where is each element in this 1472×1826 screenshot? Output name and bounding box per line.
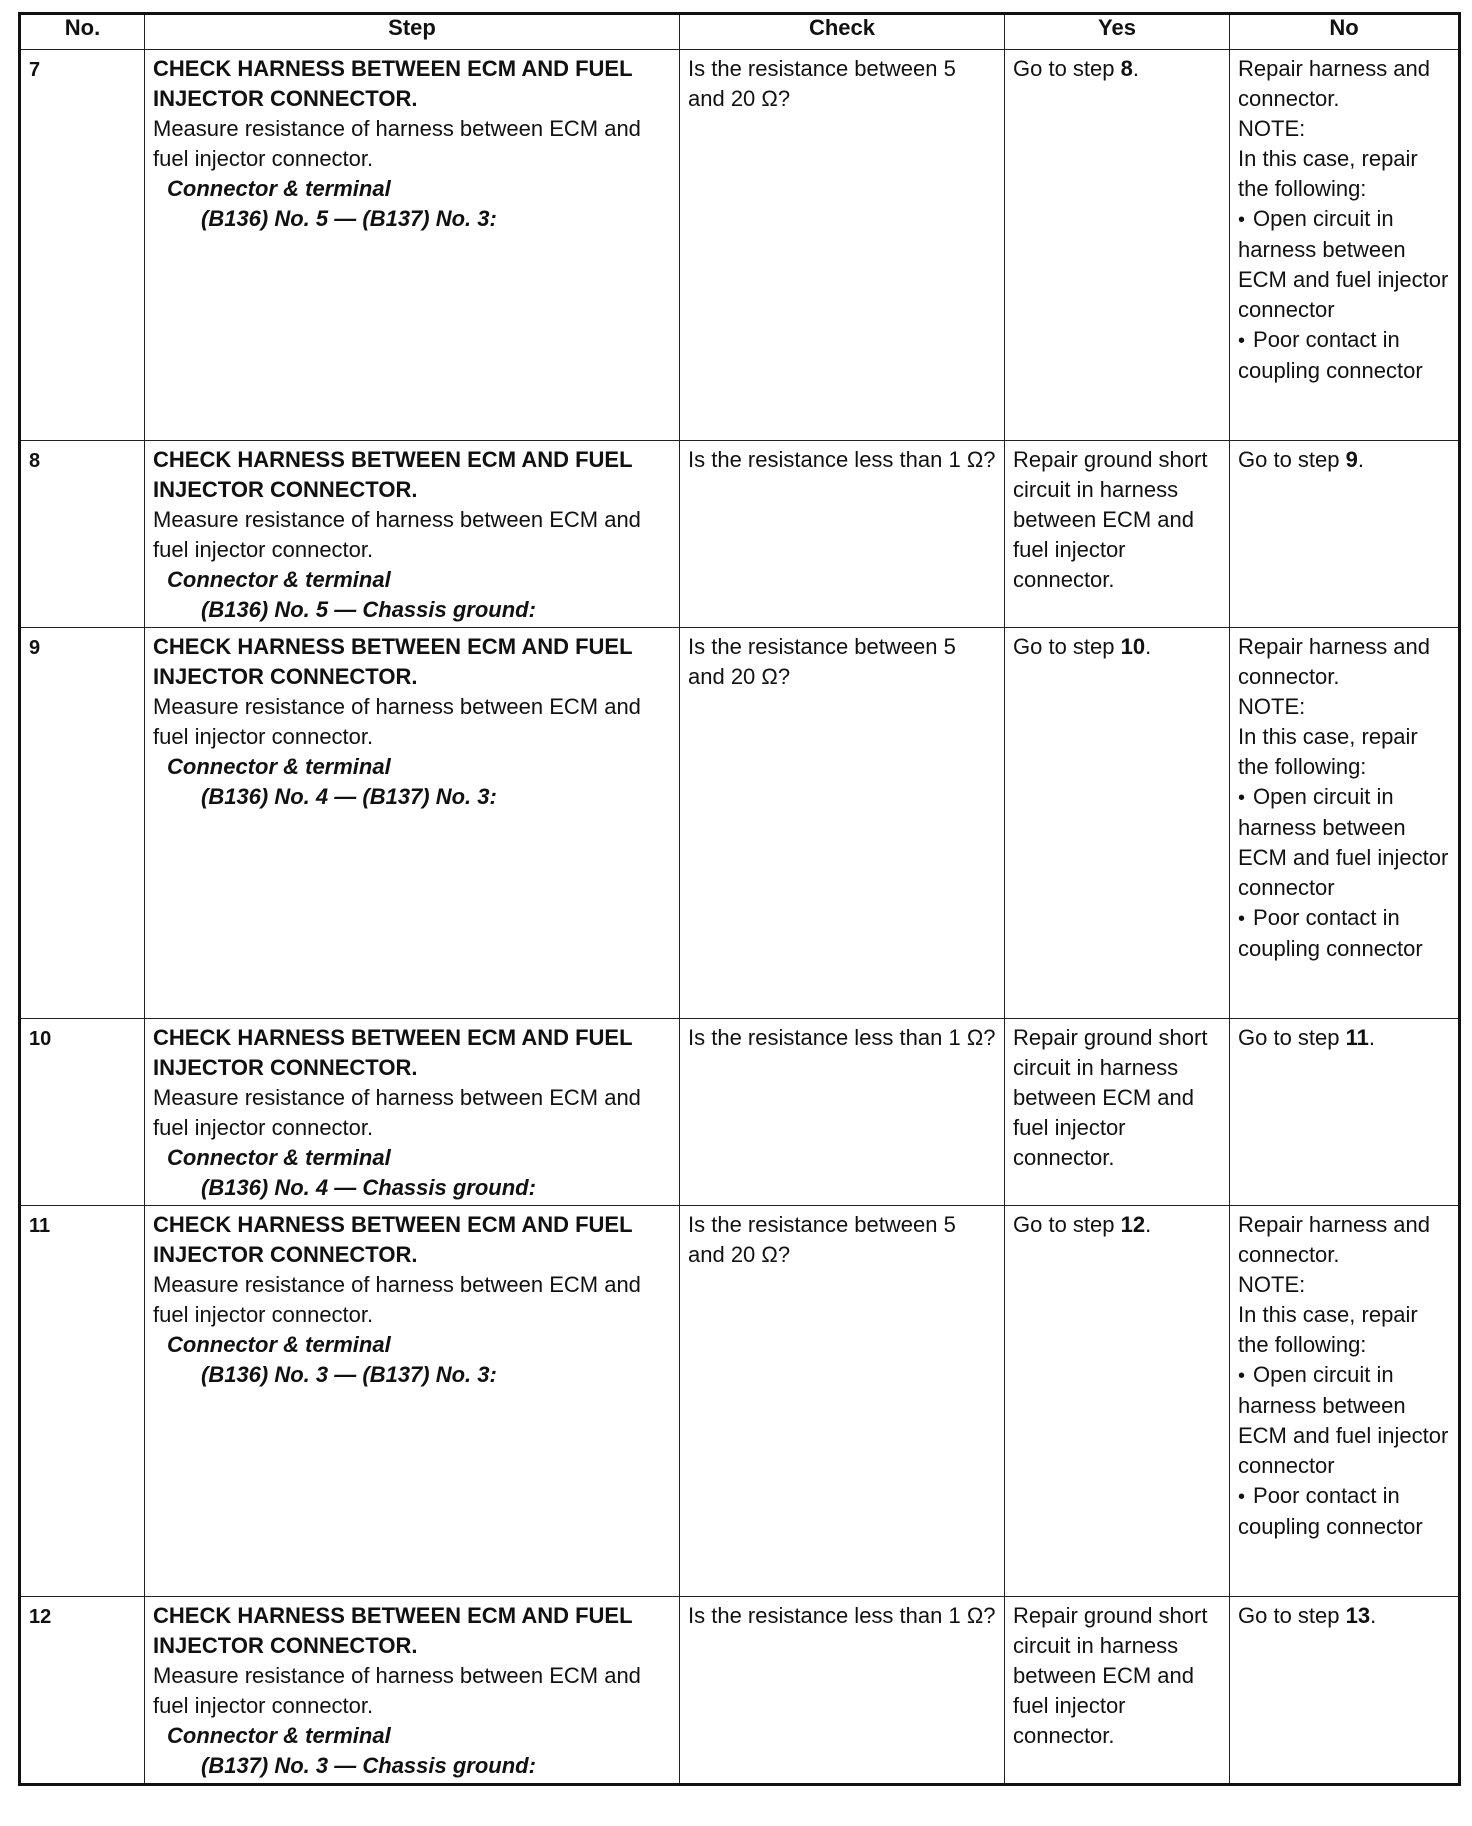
connector-terminals: (B136) No. 3 — (B137) No. 3: (201, 1362, 497, 1387)
yes-cell: Go to step 12. (1005, 1206, 1230, 1597)
step-description: Measure resistance of harness between ECM and fuel injector connector. (153, 116, 641, 171)
check-cell: Is the resistance between 5 and 20 Ω? (680, 50, 1005, 441)
check-cell: Is the resistance less than 1 Ω? (680, 1019, 1005, 1206)
no-action-line: Repair harness and connector. (1238, 1212, 1431, 1267)
connector-label: Connector & terminal (167, 1332, 391, 1357)
yes-cell: Repair ground short circuit in harness between ECM and fuel injector connector. (1005, 1597, 1230, 1785)
step-number-cell (20, 441, 145, 628)
step-description: Measure resistance of harness between ECM and fuel injector connector. (153, 1272, 641, 1327)
step-number-cell (20, 50, 145, 441)
table-row (20, 1019, 1460, 1206)
note-label: NOTE: (1238, 694, 1306, 719)
step-title: CHECK HARNESS BETWEEN ECM AND FUEL INJECTOR CONNECTOR. (153, 56, 633, 111)
no-step-ref: 11 (1345, 1025, 1369, 1050)
step-number: 7 (29, 59, 41, 81)
step-cell (145, 50, 680, 441)
table-row (20, 628, 1460, 1019)
connector-label: Connector & terminal (167, 1145, 391, 1170)
step-description: Measure resistance of harness between ECM and fuel injector connector. (153, 507, 641, 562)
yes-cell: Go to step 10. (1005, 628, 1230, 1019)
step-number: 12 (29, 1606, 52, 1628)
header-row (20, 14, 1460, 50)
step-cell (145, 628, 680, 1019)
step-number: 8 (29, 450, 41, 472)
note-bullet: • Poor contact in coupling connector (1238, 325, 1450, 386)
step-title: CHECK HARNESS BETWEEN ECM AND FUEL INJECTOR CONNECTOR. (153, 447, 633, 502)
diagnostic-page (18, 12, 1458, 1786)
connector-label: Connector & terminal (167, 1723, 391, 1748)
note-bullet: • Poor contact in coupling connector (1238, 1481, 1450, 1542)
yes-cell: Repair ground short circuit in harness between ECM and fuel injector connector. (1005, 1019, 1230, 1206)
header-no: No. (20, 14, 145, 50)
header-step: Step (145, 14, 680, 50)
no-cell: Go to step 9. (1230, 441, 1460, 628)
step-description: Measure resistance of harness between ECM and fuel injector connector. (153, 694, 641, 749)
check-cell: Is the resistance less than 1 Ω? (680, 1597, 1005, 1785)
yes-step-ref: 12 (1120, 1212, 1146, 1237)
diagnostic-table (18, 12, 1461, 1786)
note-bullet: • Open circuit in harness between ECM and fuel injector connector (1238, 204, 1450, 325)
no-action-text: Go to step (1238, 1603, 1340, 1628)
connector-terminals: (B137) No. 3 — Chassis ground: (201, 1753, 536, 1778)
table-row (20, 1597, 1460, 1785)
no-cell (1230, 628, 1460, 1019)
no-action-line: Repair harness and connector. (1238, 56, 1431, 111)
no-cell: Go to step 13. (1230, 1597, 1460, 1785)
check-cell: Is the resistance between 5 and 20 Ω? (680, 628, 1005, 1019)
step-number: 11 (29, 1215, 51, 1237)
table-row (20, 441, 1460, 628)
note-bullet: • Open circuit in harness between ECM and fuel injector connector (1238, 782, 1450, 903)
no-step-ref: 13 (1345, 1603, 1371, 1628)
yes-action-text: Go to step (1013, 1212, 1115, 1237)
no-action-text: Go to step (1238, 447, 1340, 472)
table-row (20, 1206, 1460, 1597)
check-cell: Is the resistance between 5 and 20 Ω? (680, 1206, 1005, 1597)
header-no-result: No (1230, 14, 1460, 50)
step-cell (145, 1597, 680, 1785)
note-bullet: • Poor contact in coupling connector (1238, 903, 1450, 964)
step-cell (145, 1206, 680, 1597)
step-title: CHECK HARNESS BETWEEN ECM AND FUEL INJECTOR CONNECTOR. (153, 1025, 633, 1080)
header-check: Check (680, 14, 1005, 50)
yes-action-text: Go to step (1013, 634, 1115, 659)
step-title: CHECK HARNESS BETWEEN ECM AND FUEL INJECTOR CONNECTOR. (153, 1603, 633, 1658)
check-cell: Is the resistance less than 1 Ω? (680, 441, 1005, 628)
note-label: NOTE: (1238, 1272, 1306, 1297)
step-number: 9 (29, 637, 41, 659)
step-number: 10 (29, 1028, 52, 1050)
no-cell (1230, 50, 1460, 441)
note-bullet: • Open circuit in harness between ECM and fuel injector connector (1238, 1360, 1450, 1481)
connector-terminals: (B136) No. 5 — (B137) No. 3: (201, 206, 497, 231)
note-text: In this case, repair the following: (1238, 1302, 1418, 1357)
step-number-cell (20, 1019, 145, 1206)
step-number-cell (20, 628, 145, 1019)
no-cell (1230, 1206, 1460, 1597)
connector-label: Connector & terminal (167, 176, 391, 201)
note-text: In this case, repair the following: (1238, 146, 1418, 201)
yes-step-ref: 8 (1120, 56, 1133, 81)
step-number-cell (20, 1206, 145, 1597)
step-cell (145, 441, 680, 628)
connector-label: Connector & terminal (167, 754, 391, 779)
connector-label: Connector & terminal (167, 567, 391, 592)
no-action-text: Go to step (1238, 1025, 1340, 1050)
yes-step-ref: 10 (1120, 634, 1146, 659)
step-cell (145, 1019, 680, 1206)
header-yes: Yes (1005, 14, 1230, 50)
connector-terminals: (B136) No. 4 — (B137) No. 3: (201, 784, 497, 809)
step-title: CHECK HARNESS BETWEEN ECM AND FUEL INJECTOR CONNECTOR. (153, 1212, 633, 1267)
no-step-ref: 9 (1345, 447, 1358, 472)
table-row (20, 50, 1460, 441)
note-text: In this case, repair the following: (1238, 724, 1418, 779)
connector-terminals: (B136) No. 4 — Chassis ground: (201, 1175, 536, 1200)
no-action-line: Repair harness and connector. (1238, 634, 1431, 689)
connector-terminals: (B136) No. 5 — Chassis ground: (201, 597, 536, 622)
step-description: Measure resistance of harness between ECM and fuel injector connector. (153, 1085, 641, 1140)
yes-cell: Repair ground short circuit in harness between ECM and fuel injector connector. (1005, 441, 1230, 628)
yes-cell: Go to step 8. (1005, 50, 1230, 441)
step-title: CHECK HARNESS BETWEEN ECM AND FUEL INJECTOR CONNECTOR. (153, 634, 633, 689)
note-label: NOTE: (1238, 116, 1306, 141)
yes-action-text: Go to step (1013, 56, 1115, 81)
no-cell: Go to step 11. (1230, 1019, 1460, 1206)
step-number-cell (20, 1597, 145, 1785)
step-description: Measure resistance of harness between ECM and fuel injector connector. (153, 1663, 641, 1718)
